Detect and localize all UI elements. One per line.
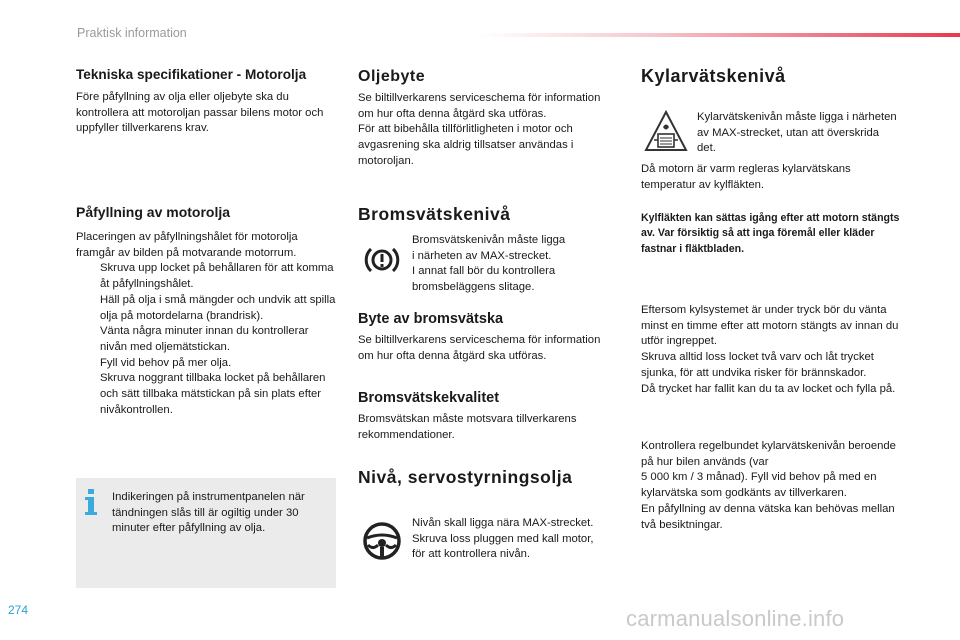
header-accent-bar — [480, 33, 960, 37]
watermark: carmanualsonline.info — [626, 606, 845, 631]
info-box — [76, 478, 336, 588]
brake-quality-text: Bromsvätskan måste motsvara tillverkarens rekommendationer. — [358, 413, 577, 441]
info-icon — [86, 489, 96, 515]
steering-heading-text: Nivå, servostyrningsolja — [358, 467, 573, 487]
list-item-text: Vänta några minuter innan du kontrollerar nivån med oljemätstickan. — [100, 325, 309, 353]
fill-heading: Påfyllning av motorolja — [76, 204, 231, 220]
coolant-check-section — [641, 439, 906, 533]
list-item — [76, 261, 338, 292]
spec-text: Före påfyllning av olja eller oljebyte ska du kontrollera att motoroljan passar bilens motor och uppfyller tillverkarens krav. — [76, 91, 324, 135]
fill-steps-list — [76, 261, 338, 418]
coolant-fan-warning: Kylfläkten kan sättas igång efter att motorn stängts av. Var försiktig så att inga föremål eller kläder fastnar i fläktbladen. — [641, 212, 900, 255]
coolant-cap-text: Skruva alltid loss locket två varv och låt trycket sjunka, för att undvika risker för brännskador. — [641, 351, 874, 379]
brake-change-text: Se biltillverkarens serviceschema för information om hur ofta denna åtgärd ska utföras. — [358, 334, 601, 362]
coolant-check-text: Kontrollera regelbundet kylarvätskenivån beroende på hur bilen används (var — [641, 440, 896, 468]
steering-wheel-icon — [361, 520, 403, 562]
steering-text — [412, 516, 622, 563]
steering-line: för att kontrollera nivån. — [412, 548, 531, 561]
brake-level-line: Bromsvätskenivån måste ligga — [412, 234, 566, 246]
steering-heading — [358, 466, 572, 488]
fill-intro: Placeringen av påfyllningshålet för motorolja framgår av bilden på motvarande motorrum. — [76, 231, 298, 259]
info-text: Indikeringen på instrumentpanelen när tändningen slås till är ogiltig under 30 minuter efter påfyllning av olja. — [112, 491, 305, 535]
brake-level-heading-text: Bromsvätskenivå — [358, 204, 511, 224]
list-item — [76, 356, 338, 372]
brake-level-line: bromsbeläggens slitage. — [412, 281, 535, 294]
spec-section — [76, 66, 338, 137]
oil-change-section — [358, 66, 603, 170]
brake-level-line: I annat fall bör du kontrollera — [412, 265, 556, 278]
fill-section — [76, 204, 338, 418]
steering-line: Nivån skall ligga nära MAX-strecket. — [412, 517, 594, 529]
coolant-warning-icon — [644, 110, 688, 154]
coolant-pressure-section — [641, 303, 906, 397]
oil-change-text-additives: För att bibehålla tillförlitligheten i motor och avgasrening ska aldrig tillsatser användas i motoroljan. — [358, 123, 574, 167]
brake-quality-heading: Bromsvätskekvalitet — [358, 390, 500, 406]
header-title: Praktisk information — [77, 26, 187, 40]
oil-change-heading: Oljebyte — [358, 68, 426, 85]
list-item — [76, 371, 338, 418]
brake-change-section — [358, 311, 603, 364]
brake-level-heading — [358, 203, 510, 225]
page-number: 274 — [8, 603, 29, 617]
brake-level-line: i närheten av MAX-strecket. — [412, 249, 552, 262]
brake-change-heading: Byte av bromsvätska — [358, 311, 504, 327]
spec-heading: Tekniska specifikationer - Motorolja — [76, 67, 307, 82]
coolant-heading — [641, 65, 786, 87]
oil-change-text: Se biltillverkarens serviceschema för information om hur ofta denna åtgärd ska utföras. — [358, 92, 601, 120]
list-item-text: Fyll vid behov på mer olja. — [100, 356, 232, 369]
list-item-text: Häll på olja i små mängder och undvik att spilla olja på motordelarna (brandrisk). — [100, 293, 336, 322]
steering-line: Skruva loss pluggen med kall motor, — [412, 532, 594, 545]
list-item-text: Skruva upp locket på behållaren för att komma åt påfyllningshålet. — [100, 262, 334, 291]
coolant-inspection-text: En påfyllning av denna vätska kan behövas mellan två besiktningar. — [641, 502, 895, 531]
coolant-pressure-text: Eftersom kylsystemet är under tryck bör du vänta minst en timme efter att motorn stängts av innan du utför ingreppet. — [641, 304, 899, 348]
list-item-text: Skruva noggrant tillbaka locket på behållaren och sätt tillbaka mätstickan på sin plats efter nivåkontrollen. — [100, 372, 326, 416]
list-item — [76, 324, 338, 355]
coolant-fill-text: Då trycket har fallit kan du ta av locket och fylla på. — [641, 382, 896, 395]
brake-quality-section — [358, 390, 603, 443]
brake-warning-icon — [361, 241, 403, 279]
coolant-interval-text: 5 000 km / 3 månad). Fyll vid behov på med en kylarvätska som godkänts av tillverkaren. — [641, 471, 877, 500]
brake-level-text — [412, 233, 612, 296]
list-item — [76, 293, 338, 324]
coolant-icon-text: Kylarvätskenivån måste ligga i närheten av MAX-strecket, utan att överskrida det. — [697, 111, 897, 155]
coolant-heading-text: Kylarvätskenivå — [641, 66, 786, 86]
coolant-text-temp: Då motorn är varm regleras kylarvätskans temperatur av kylfläkten. — [641, 163, 851, 191]
